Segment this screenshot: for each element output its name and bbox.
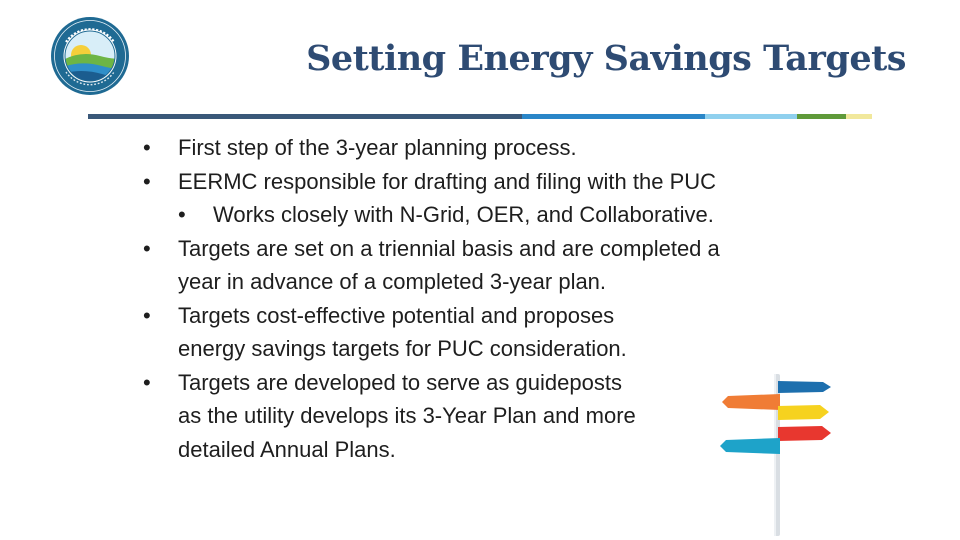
bullet-icon: • (143, 369, 151, 395)
bullet-item (0, 131, 720, 165)
bullet-icon: • (143, 168, 151, 194)
bullet-text: Works closely with N-Grid, OER, and Collaborative. (213, 202, 714, 227)
bullet-text: Targets are set on a triennial basis and are completed a (178, 235, 720, 261)
divider-segment-green (797, 114, 846, 119)
divider-segment-navy (88, 114, 522, 119)
bullet-item (0, 165, 720, 199)
bullet-item (0, 299, 720, 366)
slide-title: Setting Energy Savings Targets (306, 38, 906, 79)
bullet-list (0, 131, 720, 466)
divider-segment-light-blue (705, 114, 797, 119)
bullet-text-continued: as the utility develops its 3-Year Plan and more (178, 403, 636, 428)
bullet-item (0, 232, 720, 299)
bullet-icon: • (143, 135, 151, 160)
bullet-text-continued: energy savings targets for PUC consideration. (178, 336, 627, 361)
bullet-icon: • (143, 302, 151, 328)
divider-segment-blue (522, 114, 705, 119)
bullet-text: Targets cost-effective potential and proposes (178, 302, 615, 328)
signpost-icon (718, 372, 838, 537)
bullet-text-continued: detailed Annual Plans. (178, 436, 396, 462)
bullet-text-continued: year in advance of a completed 3-year plan. (178, 269, 607, 294)
bullet-text: First step of the 3-year planning process. (178, 135, 577, 160)
bullet-text: Targets are developed to serve as guideposts (178, 369, 622, 395)
state-seal-icon (50, 16, 130, 96)
bullet-icon: • (143, 235, 151, 261)
divider-segment-yellow (846, 114, 872, 119)
bullet-item (0, 366, 720, 467)
sub-bullet-item (0, 198, 720, 232)
bullet-text: EERMC responsible for drafting and filing with the PUC (178, 168, 717, 194)
bullet-icon: • (178, 202, 186, 227)
